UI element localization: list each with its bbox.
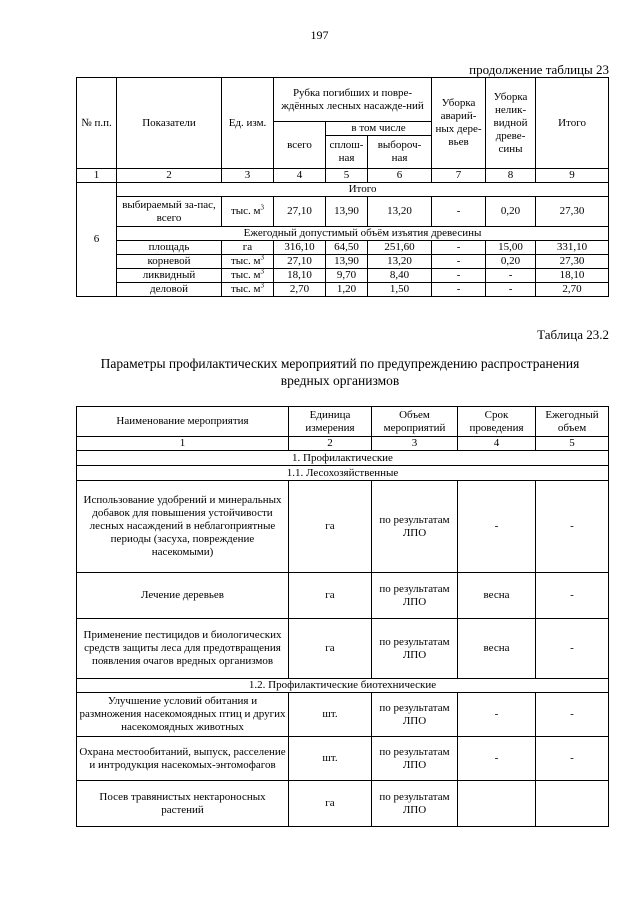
row-unit: тыс. $м^3$	[222, 197, 274, 227]
measure-term: весна	[458, 619, 536, 679]
section-annual: Ежегодный допустимый объём изъятия древесины	[117, 227, 609, 241]
col-num: 5	[326, 169, 368, 183]
cell: -	[432, 283, 486, 297]
measure-term: -	[458, 693, 536, 737]
header-unit: Единица измерения	[289, 407, 372, 437]
cell: 0,20	[486, 255, 536, 269]
cell: -	[432, 241, 486, 255]
col-num: 1	[77, 169, 117, 183]
col-num: 7	[432, 169, 486, 183]
table-row	[77, 241, 609, 255]
measure-name: Лечение деревьев	[77, 573, 289, 619]
row-label: площадь	[117, 241, 222, 255]
measure-volume: по результатам ЛПО	[372, 481, 458, 573]
cell: 1,50	[368, 283, 432, 297]
header-name: Наименование мероприятия	[77, 407, 289, 437]
header-solid: сплош-ная	[326, 136, 368, 169]
felling-table	[76, 77, 609, 297]
measures-table	[76, 406, 609, 827]
measure-annual: -	[536, 481, 609, 573]
cell: 27,10	[274, 255, 326, 269]
cell: -	[486, 283, 536, 297]
measure-annual	[536, 781, 609, 827]
measure-term: -	[458, 481, 536, 573]
header-unit: Ед. изм.	[222, 78, 274, 169]
row-label: деловой	[117, 283, 222, 297]
cell: 2,70	[274, 283, 326, 297]
cell: 8,40	[368, 269, 432, 283]
measure-unit: га	[289, 573, 372, 619]
measure-volume: по результатам ЛПО	[372, 693, 458, 737]
header-sum: Итого	[536, 78, 609, 169]
cell: 27,30	[536, 197, 609, 227]
col-num: 9	[536, 169, 609, 183]
header-felling: Рубка погибших и повре-ждённых лесных насажде-ний	[274, 78, 432, 122]
row-unit: тыс. $м^3$	[222, 269, 274, 283]
table-row	[77, 269, 609, 283]
row-unit: га	[222, 241, 274, 255]
measure-annual: -	[536, 693, 609, 737]
row-label: ликвидный	[117, 269, 222, 283]
cell: 13,20	[368, 197, 432, 227]
measure-name: Использование удобрений и минеральных добавок для повышения устойчивости лесных насаждений в неблагоприятные периоды (засуха, повреждение насекомыми)	[77, 481, 289, 573]
section-heading: 1. Профилактические	[77, 451, 609, 466]
measure-annual: -	[536, 737, 609, 781]
header-selective: выбороч-ная	[368, 136, 432, 169]
col-num: 6	[368, 169, 432, 183]
table-row	[77, 197, 609, 227]
cell: -	[486, 269, 536, 283]
row-unit: тыс. $м^3$	[222, 283, 274, 297]
col-num: 4	[274, 169, 326, 183]
measure-name: Посев травянистых нектароносных растений	[77, 781, 289, 827]
table-row	[77, 573, 609, 619]
measure-name: Применение пестицидов и биологических средств защиты леса для предотвращения появления очагов вредных организмов	[77, 619, 289, 679]
measure-name: Охрана местообитаний, выпуск, расселение и интродукция насекомых-энтомофагов	[77, 737, 289, 781]
cell: 331,10	[536, 241, 609, 255]
row-unit: тыс. $м^3$	[222, 255, 274, 269]
table-row	[77, 481, 609, 573]
cell: 251,60	[368, 241, 432, 255]
measure-term: -	[458, 737, 536, 781]
cell: 13,90	[326, 197, 368, 227]
header-annual: Ежегодный объем	[536, 407, 609, 437]
table-row	[77, 283, 609, 297]
cell: 13,20	[368, 255, 432, 269]
cell: 27,10	[274, 197, 326, 227]
page-number: 197	[310, 28, 329, 42]
continuation-label: продолжение таблицы 23	[469, 62, 609, 77]
cell: 316,10	[274, 241, 326, 255]
section-total: Итого	[117, 183, 609, 197]
cell: 9,70	[326, 269, 368, 283]
header-total-all: всего	[274, 122, 326, 169]
cell: 13,90	[326, 255, 368, 269]
header-including: в том числе	[326, 122, 432, 136]
measure-term: весна	[458, 573, 536, 619]
measure-annual: -	[536, 573, 609, 619]
measure-annual: -	[536, 619, 609, 679]
col-num: 3	[222, 169, 274, 183]
col-num: 8	[486, 169, 536, 183]
measure-volume: по результатам ЛПО	[372, 781, 458, 827]
measure-volume: по результатам ЛПО	[372, 573, 458, 619]
measure-unit: га	[289, 619, 372, 679]
section-heading: 1.1. Лесохозяйственные	[77, 466, 609, 481]
cell: -	[432, 255, 486, 269]
table-label: Таблица 23.2	[537, 327, 609, 342]
measure-unit: га	[289, 481, 372, 573]
col-num: 3	[372, 437, 458, 451]
cell: 18,10	[536, 269, 609, 283]
group-num: 6	[77, 183, 117, 297]
header-indicators: Показатели	[117, 78, 222, 169]
measure-unit: га	[289, 781, 372, 827]
measure-term	[458, 781, 536, 827]
cell: 0,20	[486, 197, 536, 227]
header-term: Срок проведения	[458, 407, 536, 437]
cell: 18,10	[274, 269, 326, 283]
table-title: Параметры профилактических мероприятий по предупреждению распространения вредных организмов	[100, 356, 580, 388]
table-row	[77, 619, 609, 679]
table-row	[77, 693, 609, 737]
measure-volume: по результатам ЛПО	[372, 619, 458, 679]
col-num: 4	[458, 437, 536, 451]
header-num: № п.п.	[77, 78, 117, 169]
col-num: 2	[117, 169, 222, 183]
cell: 1,20	[326, 283, 368, 297]
measure-unit: шт.	[289, 693, 372, 737]
header-nonliquid: Уборка нелик-видной древе-сины	[486, 78, 536, 169]
table-row	[77, 737, 609, 781]
measure-volume: по результатам ЛПО	[372, 737, 458, 781]
row-label: выбираемый за-пас, всего	[117, 197, 222, 227]
measure-unit: шт.	[289, 737, 372, 781]
header-volume: Объем мероприятий	[372, 407, 458, 437]
measure-name: Улучшение условий обитания и размножения насекомоядных птиц и других насекомоядных животных	[77, 693, 289, 737]
cell: 2,70	[536, 283, 609, 297]
col-num: 2	[289, 437, 372, 451]
cell: 64,50	[326, 241, 368, 255]
cell: -	[432, 269, 486, 283]
cell: 15,00	[486, 241, 536, 255]
cell: -	[432, 197, 486, 227]
col-num: 1	[77, 437, 289, 451]
table-row	[77, 781, 609, 827]
row-label: корневой	[117, 255, 222, 269]
header-emergency: Уборка аварий-ных дере-вьев	[432, 78, 486, 169]
col-num: 5	[536, 437, 609, 451]
table-row	[77, 255, 609, 269]
cell: 27,30	[536, 255, 609, 269]
section-heading: 1.2. Профилактические биотехнические	[77, 679, 609, 693]
